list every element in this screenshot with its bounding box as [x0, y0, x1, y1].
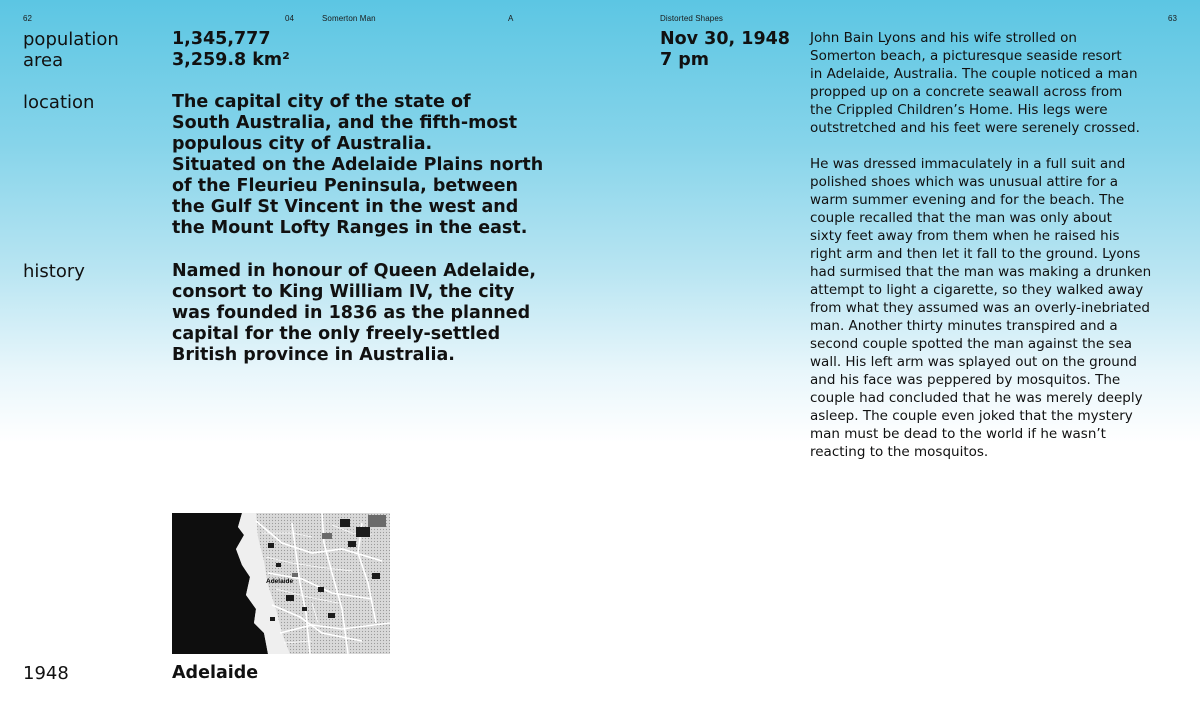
- event-date: Nov 30, 1948: [660, 29, 790, 49]
- history-label: history: [23, 261, 85, 282]
- narrative-paragraph-1: [810, 29, 1151, 137]
- narrative-line: second couple spotted the man against the sea: [810, 336, 1133, 352]
- history-line: capital for the only freely-settled: [172, 324, 501, 344]
- narrative-line: propped up on a concrete seawall across from: [810, 84, 1123, 100]
- narrative-line: and his face was peppered by mosquitos. The: [810, 372, 1121, 388]
- location-line: of the Fleurieu Peninsula, between: [172, 176, 519, 196]
- narrative-line: reacting to the mosquitos.: [810, 444, 989, 460]
- narrative-line: attempt to light a cigarette, so they walked away: [810, 282, 1144, 298]
- location-label: location: [23, 92, 95, 113]
- history-line: Named in honour of Queen Adelaide,: [172, 261, 537, 281]
- narrative-line: the Crippled Children’s Home. His legs were: [810, 102, 1108, 118]
- year-label: 1948: [23, 663, 69, 684]
- narrative-line: couple recalled that the man was only about: [810, 210, 1112, 226]
- narrative-line: man. Another thirty minutes transpired and a: [810, 318, 1118, 334]
- narrative-paragraph-2: [810, 155, 1151, 461]
- narrative-line: right arm and then let it fall to the ground. Lyons: [810, 246, 1141, 262]
- narrative-line: He was dressed immaculately in a full suit and: [810, 156, 1126, 172]
- narrative-line: had surmised that the man was making a drunken: [810, 264, 1152, 280]
- area-value: 3,259.8 km²: [172, 50, 290, 70]
- figure-caption: Adelaide: [172, 663, 259, 683]
- area-label: area: [23, 50, 64, 71]
- adelaide-map-image: [172, 513, 390, 654]
- history-line: British province in Australia.: [172, 345, 455, 365]
- event-time: 7 pm: [660, 50, 710, 70]
- population-label: population: [23, 29, 119, 50]
- population-value: 1,345,777: [172, 29, 271, 49]
- narrative-line: from what they assumed was an overly-inebriated: [810, 300, 1150, 316]
- narrative-line: Somerton beach, a picturesque seaside resort: [810, 48, 1122, 64]
- history-line: was founded in 1836 as the planned: [172, 303, 531, 323]
- history-line: consort to King William IV, the city: [172, 282, 515, 302]
- location-line: South Australia, and the fifth-most: [172, 113, 518, 133]
- narrative-line: in Adelaide, Australia. The couple noticed a man: [810, 66, 1138, 82]
- narrative-line: asleep. The couple even joked that the mystery: [810, 408, 1133, 424]
- narrative-line: couple had concluded that he was merely deeply: [810, 390, 1143, 406]
- history-description: [172, 261, 536, 366]
- event-narrative: [810, 29, 1151, 461]
- location-line: Situated on the Adelaide Plains north: [172, 155, 544, 175]
- narrative-line: outstretched and his feet were serenely crossed.: [810, 120, 1140, 136]
- location-line: The capital city of the state of: [172, 92, 471, 112]
- location-line: populous city of Australia.: [172, 134, 433, 154]
- location-description: [172, 92, 543, 239]
- narrative-line: wall. His left arm was splayed out on the ground: [810, 354, 1137, 370]
- narrative-line: John Bain Lyons and his wife strolled on: [810, 30, 1077, 46]
- location-line: the Gulf St Vincent in the west and: [172, 197, 519, 217]
- section-letter: A: [508, 14, 514, 23]
- map-city-label: Adelaide: [266, 578, 294, 585]
- narrative-line: man must be dead to the world if he wasn’t: [810, 426, 1106, 442]
- left-page-number: 62: [23, 14, 33, 23]
- right-page-number: 63: [1168, 14, 1178, 23]
- narrative-line: sixty feet away from them when he raised his: [810, 228, 1120, 244]
- chapter-number: 04: [285, 14, 295, 23]
- chapter-title: Somerton Man: [322, 14, 376, 23]
- narrative-line: warm summer evening and for the beach. The: [810, 192, 1125, 208]
- right-running-head: Distorted Shapes: [660, 14, 723, 23]
- narrative-line: polished shoes which was unusual attire for a: [810, 174, 1118, 190]
- location-line: the Mount Lofty Ranges in the east.: [172, 218, 528, 238]
